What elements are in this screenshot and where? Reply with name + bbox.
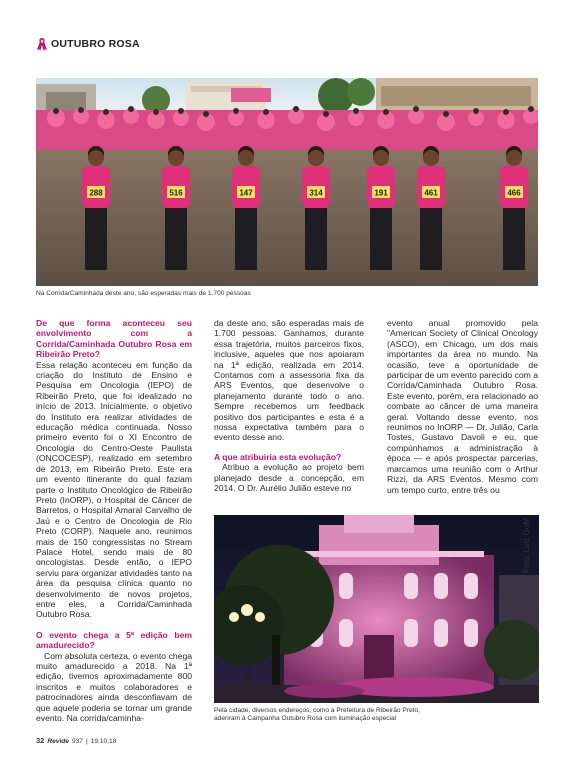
article-column-3 <box>387 318 538 495</box>
question-2: O evento chega a 5ª edição bem amadurecido? <box>36 629 192 651</box>
issue-number: 937 <box>71 738 83 745</box>
race-bib-number: 147 <box>239 188 253 198</box>
race-bib-number: 314 <box>309 188 323 198</box>
race-photo-caption: Na Corrida/Caminhada deste ano, são esperadas mais de 1.700 pessoas <box>36 290 251 297</box>
question-3: A que atribuiria esta evolução? <box>214 451 342 462</box>
answer-3-part-2: evento anual promovido pela "American Society of Clinical Oncology (ASCO), em Chicago, um dos mais importantes da área no mundo. Na ocasião, teve a oportunidade de participar de um evento parecido com a Corrida/Caminhada Outubro Rosa. Este evento, porém, era relacionado ao combate ao câncer de uma maneira geral. Voltando desse evento, nos reunimos no InORP — Dr. Julião, Carla Tostes, Gustavo Davoli e eu, que compúnhamos a administração à época — e após prospectar parcerias, marcamos uma reunião com o Arthur Rizzi, da ARS Eventos. Mesmo com um tempo curto, entre três ou <box>387 318 538 495</box>
footer-separator: | <box>85 738 88 745</box>
article-column-1 <box>36 318 192 723</box>
issue-date: 19.10.18 <box>90 738 117 745</box>
question-1: De que forma aconteceu seu envolvimento com a Corrida/Caminhada Outubro Rosa em Ribeirão Preto? <box>36 318 192 360</box>
city-hall-caption-line-2: aderiram à Campanha Outubro Rosa com iluminação especial <box>214 715 397 722</box>
city-hall-caption-line-1: Pela cidade, diversos endereços, como a Prefeitura de Ribeirão Preto, <box>214 707 420 714</box>
article-column-2 <box>214 318 364 494</box>
section-title: OUTUBRO ROSA <box>51 38 140 50</box>
answer-1: Essa relação aconteceu em função da criação do Instituto de Ensino e Pesquisa em Oncologia (IEPO) de Ribeirão Preto, que foi idealizado no início de 2013. Inicialmente, o objetivo do Instituto era realizar atividades de educação médica continuada. Nosso primeiro evento foi o XI Encontro de Oncologia do Centro-Oeste Paulista (ONCOCESP), realizado em setembro de 2013, em Ribeirão Preto. Este era um evento itinerante do qual faziam parte o Instituto Oncológico de Ribeirão Preto (InORP), o Hospital de Câncer de Barretos, o Hospital Amaral Carvalho de Jaú e o Centro de Oncologia de Rio Preto (CORP). Naquele ano, reunimos mais de 150 congressistas no Stream Palace Hotel, sendo mais de 80 oncologistas. Desde então, o IEPO serviu para organizar atividades tanto na área da pesquisa clínica quanto no desenvolvimento de novos projetos, entre eles, a Corrida/Caminhada Outubro Rosa. <box>36 359 192 620</box>
answer-3-part-1: Atribuo a evolução ao projeto bem planejado desde a concepção, em 2014. O Dr. Aurélio Julião esteve no <box>214 462 364 494</box>
race-bib-number: 516 <box>169 188 183 198</box>
answer-2-part-2: da deste ano, são esperadas mais de 1.700 pessoas. Ganhamos, durante essa trajetória, muitos parceiros fixos, inclusive, aqueles que nos apoiaram na 1ª edição, realizada em 2014. Contamos com a assessoria fixa da ARS Eventos, que desenvolve o planejamento durante todo o ano. Sempre recebemos um feedback positivo dos participantes e esta é a nossa expectativa também para o evento desse ano. <box>214 318 364 443</box>
photo-credit-text: Foto: Luiz GoM <box>522 518 531 573</box>
race-bib-number: 461 <box>424 188 438 198</box>
race-bib-number: 288 <box>89 188 103 198</box>
answer-2-part-1: Com absoluta certeza, o evento chega muito amadurecido a 2018. Na 1ª edição, tivemos aproximadamente 800 inscritos e muitos colaboradores e patrocinadores ainda desconfiavam de que aquele poderia se tornar um grande evento. Na corrida/caminha- <box>36 650 192 724</box>
magazine-name: Revide <box>47 738 69 745</box>
pink-ribbon-icon <box>36 37 48 51</box>
race-bib-number: 466 <box>507 188 521 198</box>
race-photo <box>36 78 538 286</box>
city-hall-night-photo <box>214 515 539 703</box>
page-number: 32 <box>36 736 45 745</box>
section-header <box>36 36 140 52</box>
city-hall-caption <box>214 707 534 723</box>
race-bib-number: 191 <box>374 188 388 198</box>
page-footer <box>36 736 116 745</box>
